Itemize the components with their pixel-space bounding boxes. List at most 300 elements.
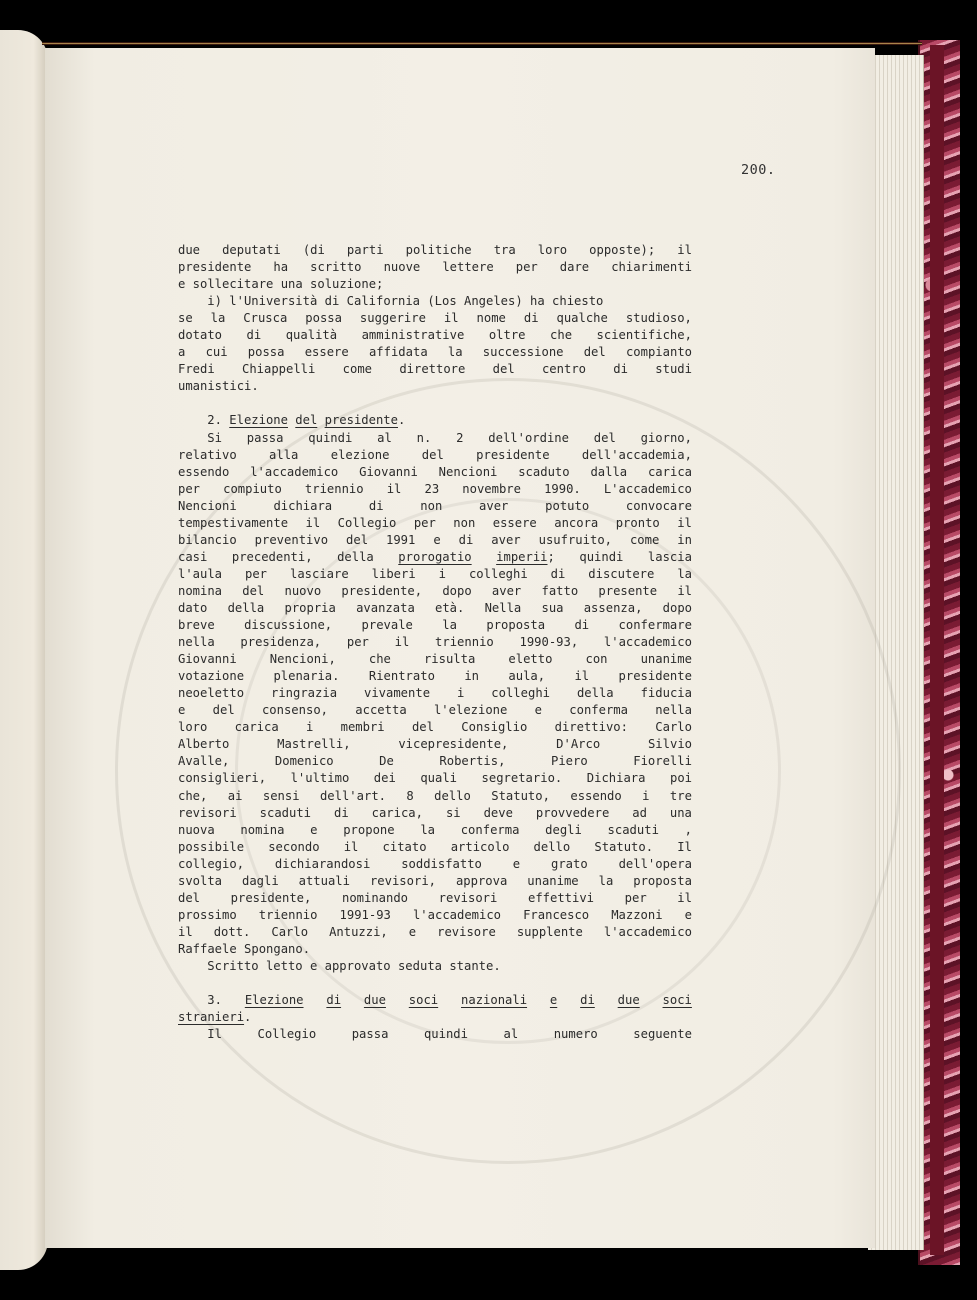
word: vicepresidente, <box>398 737 509 752</box>
word: novembre <box>462 481 521 496</box>
word: la <box>677 566 692 581</box>
word: Fredi <box>178 362 215 377</box>
word: del <box>295 413 318 428</box>
word: qualità <box>285 328 338 343</box>
word: Nencioni, <box>269 652 336 667</box>
word: e <box>310 822 318 837</box>
word: una <box>669 805 692 820</box>
word: unanime <box>640 652 692 667</box>
word: Il <box>677 839 692 854</box>
word: 2 <box>456 430 464 445</box>
word: Elezione <box>229 413 288 428</box>
word: fatto <box>541 583 579 598</box>
word: dotato <box>178 328 223 343</box>
text-line <box>178 378 692 395</box>
word: fiducia <box>640 686 692 701</box>
word: affidata <box>368 345 428 360</box>
word: compianto <box>625 345 692 360</box>
word: di <box>458 532 474 547</box>
word: scaduti <box>607 822 659 837</box>
word: tra <box>493 243 516 257</box>
word: degli <box>545 822 582 837</box>
word: l'accademico <box>603 924 692 939</box>
word: Angeles) <box>464 294 523 309</box>
word: ha <box>273 260 289 275</box>
word: non <box>453 515 476 530</box>
word: Francesco <box>523 907 590 922</box>
word: breve <box>178 618 215 633</box>
text-line <box>178 822 692 839</box>
facing-page <box>0 30 48 1270</box>
word: scritto <box>310 260 362 275</box>
word: due <box>363 993 386 1008</box>
word: 1990-93, <box>519 635 579 650</box>
word: triennio <box>258 907 318 922</box>
word: età. <box>435 600 465 615</box>
text-line <box>178 327 692 344</box>
word: pronto <box>615 515 660 530</box>
word: del <box>178 890 201 905</box>
text-line <box>178 1009 692 1026</box>
text-line <box>178 566 692 583</box>
word: 2. <box>207 413 222 428</box>
word: cui <box>205 345 228 360</box>
text-line <box>178 992 692 1009</box>
word: la <box>210 311 226 326</box>
word: 1991-93 <box>339 907 391 922</box>
word: Si <box>207 430 222 445</box>
word: elezione <box>330 447 390 462</box>
word: propone <box>343 822 395 837</box>
text-line <box>178 617 692 634</box>
word: dato <box>178 600 208 615</box>
word: se <box>178 311 193 326</box>
word: Fiorelli <box>633 754 692 769</box>
word: sollecitare <box>192 277 274 292</box>
text-line <box>178 293 692 310</box>
word: essendo <box>570 788 622 803</box>
word: accetta <box>355 703 407 718</box>
word: dalla <box>590 464 628 479</box>
word: chiarimenti <box>611 260 692 275</box>
word: della <box>337 549 374 564</box>
word: secondo <box>268 839 320 854</box>
word: Carlo <box>271 924 309 939</box>
word: dell'opera <box>618 856 692 871</box>
text-line <box>178 941 692 958</box>
word: nomina <box>178 583 223 598</box>
word: discussione, <box>244 618 333 633</box>
word: loro <box>178 720 208 735</box>
word: il <box>305 515 321 530</box>
word: e <box>178 277 186 292</box>
word: bilancio <box>178 532 237 547</box>
word: Domenico <box>274 754 334 769</box>
word: politiche <box>405 243 472 257</box>
text-line <box>178 788 692 805</box>
word: il <box>443 311 459 326</box>
word: passa <box>351 1027 389 1042</box>
word: proposta <box>633 873 692 888</box>
word: nome <box>476 311 506 326</box>
word: di <box>326 993 342 1008</box>
word: 8 <box>406 788 414 803</box>
word: l'aula <box>178 566 223 581</box>
word: compiuto <box>223 481 282 496</box>
word: del <box>421 447 444 462</box>
word: di <box>574 618 590 633</box>
text-line <box>178 719 692 736</box>
word: del <box>212 703 235 718</box>
word: e <box>178 703 186 718</box>
word: quindi <box>579 549 624 564</box>
word: soddisfatto <box>401 856 482 871</box>
word: revisori, <box>369 873 436 888</box>
word: Nella <box>484 600 522 615</box>
word: i <box>305 720 314 735</box>
word: in <box>464 669 479 684</box>
word: Silvio <box>647 737 692 752</box>
text-line <box>178 890 692 907</box>
word: Dichiara <box>586 771 646 786</box>
word: Statuto. <box>594 839 654 854</box>
word: attuali <box>298 873 350 888</box>
word: colleghi <box>491 686 550 701</box>
word: articolo <box>450 839 510 854</box>
word: (Los <box>427 294 457 309</box>
word: e <box>408 924 417 939</box>
word: i) <box>207 294 222 309</box>
word: neoeletto <box>178 686 245 701</box>
text-line <box>178 242 692 259</box>
word: 1991 <box>386 532 416 547</box>
word: di <box>333 805 349 820</box>
word: imperii; <box>496 549 555 564</box>
word: la <box>442 618 457 633</box>
word: Scritto <box>207 958 259 973</box>
word: il <box>574 669 590 684</box>
word: del <box>583 345 606 360</box>
word: suggerire <box>359 311 426 326</box>
word: direttore <box>399 362 466 377</box>
word: e <box>433 532 441 547</box>
word: ancora <box>554 515 599 530</box>
word: presidente, <box>230 890 312 905</box>
word: e <box>512 856 521 871</box>
word: di <box>246 328 262 343</box>
word: qualche <box>556 311 608 326</box>
word: e <box>309 958 318 973</box>
word: direttivo: <box>554 720 628 735</box>
text-line <box>178 583 692 600</box>
text-line <box>178 668 692 685</box>
text-line <box>178 924 692 941</box>
word: nuovo <box>284 583 322 598</box>
word: Alberto <box>178 737 230 752</box>
gilt-edge <box>42 43 922 44</box>
word: Avalle, <box>178 754 230 769</box>
word: 1990. <box>544 481 581 496</box>
word: tempestivamente <box>178 515 289 530</box>
text-line <box>178 549 692 566</box>
word: revisore <box>437 924 496 939</box>
word: chiesto <box>552 294 604 309</box>
word: l'accademico <box>603 635 692 650</box>
text-line <box>178 276 692 293</box>
word: 3. <box>207 993 222 1008</box>
word: Robertis, <box>439 754 506 769</box>
word: collegio, <box>178 856 245 871</box>
word: presidente <box>618 669 692 684</box>
text-line <box>178 481 692 498</box>
word: aver <box>491 583 522 598</box>
word: i <box>642 788 650 803</box>
text-line <box>178 1026 692 1043</box>
word: di <box>580 993 595 1008</box>
word: nominando <box>341 890 409 905</box>
word: per <box>624 890 647 905</box>
word: Carlo <box>655 720 692 735</box>
word: dichiarandosi <box>274 856 371 871</box>
word: liberi <box>371 566 416 581</box>
word: Mazzoni <box>611 907 663 922</box>
word: e <box>549 993 558 1008</box>
word: unanime <box>527 873 579 888</box>
word: i <box>457 686 465 701</box>
word: alla <box>269 447 299 462</box>
word: studioso, <box>625 311 692 326</box>
word: presidenza, <box>240 635 322 650</box>
word: risulta <box>423 652 476 667</box>
word: Mastrelli, <box>277 737 351 752</box>
word: Nencioni <box>438 464 498 479</box>
word: Rientrato <box>368 669 435 684</box>
word: loro <box>537 243 568 257</box>
word: avanzata <box>356 600 415 615</box>
word: umanistici. <box>178 379 259 394</box>
text-line <box>178 395 692 412</box>
word: prorogatio <box>398 549 472 564</box>
text-line <box>178 515 692 532</box>
word: possa <box>247 345 285 360</box>
word: dell'ordine <box>488 430 569 445</box>
word: membri <box>340 720 385 735</box>
text-line <box>178 805 692 822</box>
word: California <box>346 294 421 309</box>
word: il <box>677 890 692 905</box>
word: possibile <box>178 839 245 854</box>
word: segretario. <box>481 771 563 786</box>
text-line <box>178 430 692 447</box>
text-line <box>178 702 692 719</box>
word: ha <box>530 294 545 309</box>
text-line <box>178 907 692 924</box>
word: Collegio <box>337 515 397 530</box>
word: per <box>515 260 538 275</box>
word: dello <box>434 788 471 803</box>
text-line <box>178 770 692 787</box>
word: e <box>684 907 692 922</box>
word: Raffaele <box>178 941 237 956</box>
word: precedenti, <box>231 549 313 564</box>
word: relativo <box>178 447 237 462</box>
word: ai <box>227 788 243 803</box>
word: al <box>503 1027 519 1042</box>
word: dare <box>559 260 590 275</box>
word: triennio <box>435 635 494 650</box>
word: numero <box>553 1027 598 1042</box>
word: , <box>684 822 692 837</box>
word: assenza, <box>583 600 643 615</box>
word: colleghi <box>468 566 528 581</box>
word: L'accademico <box>603 481 692 496</box>
word: Chiappelli <box>241 362 316 377</box>
word: Giovanni <box>359 464 418 479</box>
word: eletto <box>508 652 553 667</box>
word: dagli <box>241 873 279 888</box>
word: i <box>438 566 446 581</box>
text-line <box>178 634 692 651</box>
word: consenso, <box>261 703 328 718</box>
word: Giovanni <box>178 652 237 667</box>
word: una <box>280 277 303 292</box>
word: il <box>677 583 692 598</box>
word: di <box>523 311 539 326</box>
word: non <box>420 498 443 513</box>
word: successione <box>482 345 564 360</box>
text-line <box>178 736 692 753</box>
word: presidente <box>178 260 252 275</box>
word: (di <box>302 243 325 257</box>
word: D'Arco <box>556 737 601 752</box>
word: l'elezione <box>433 703 508 718</box>
text-line <box>178 361 692 378</box>
word: due <box>617 993 640 1008</box>
word: l'accademico <box>412 907 502 922</box>
text-line <box>178 753 692 770</box>
word: poi <box>669 771 692 786</box>
word: soci <box>662 993 692 1008</box>
word: soci <box>408 993 439 1008</box>
word: il <box>343 839 359 854</box>
word: giorno, <box>640 430 692 445</box>
word: la <box>447 345 463 360</box>
word: scaduti <box>259 805 312 820</box>
cover-board <box>930 45 944 1255</box>
word: Elezione <box>244 993 304 1008</box>
word: del <box>242 583 265 598</box>
text-line <box>178 856 692 873</box>
word: nazionali <box>461 993 528 1008</box>
word: consiglieri, <box>178 771 267 786</box>
word: dello <box>533 839 571 854</box>
word: quindi <box>423 1027 468 1042</box>
text-line <box>178 685 692 702</box>
word: che <box>550 328 573 343</box>
word: dichiara <box>273 498 333 513</box>
word: presidente <box>476 447 550 462</box>
word: potuto <box>545 498 590 513</box>
word: conferma <box>569 703 628 718</box>
word: al <box>377 430 392 445</box>
word: svolta <box>178 873 223 888</box>
word: il <box>677 515 692 530</box>
text-line <box>178 310 692 327</box>
word: seduta <box>397 958 442 973</box>
word: nomina <box>240 822 285 837</box>
page-number: 200. <box>741 162 776 178</box>
word: centro <box>541 362 586 377</box>
word: stante. <box>449 958 501 973</box>
typewritten-minutes <box>178 242 692 1043</box>
word: carica <box>234 720 279 735</box>
word: revisori <box>438 890 498 905</box>
word: revisori <box>178 805 237 820</box>
word: per <box>346 635 369 650</box>
word: ad <box>632 805 647 820</box>
word: Piero <box>551 754 588 769</box>
word: si <box>445 805 461 820</box>
word: confermare <box>618 618 692 633</box>
word: studi <box>655 362 692 377</box>
word: Statuto, <box>491 788 550 803</box>
word: l'accademico <box>250 464 339 479</box>
word: seguente <box>633 1027 692 1042</box>
word: che <box>368 652 391 667</box>
word: quali <box>420 771 458 786</box>
word: passa <box>246 430 284 445</box>
word: tre <box>669 788 692 803</box>
word: del <box>346 532 369 547</box>
word: parti <box>346 243 384 257</box>
word: 23 <box>424 481 440 496</box>
word: De <box>379 754 394 769</box>
word: lasciare <box>289 566 349 581</box>
word: prevale <box>361 618 413 633</box>
word: l'Università <box>229 294 318 309</box>
word: oltre <box>488 328 526 343</box>
word: di <box>324 294 340 309</box>
text-line <box>178 839 692 856</box>
word: possa <box>305 311 342 326</box>
word: Spongano. <box>244 941 311 956</box>
word: discutere <box>588 566 655 581</box>
word: il <box>394 635 410 650</box>
word: propria <box>284 600 336 615</box>
word: soluzione; <box>310 277 384 292</box>
word: n. <box>416 430 432 445</box>
word: presente <box>598 583 658 598</box>
word: scientifiche, <box>596 328 692 343</box>
text-line <box>178 532 692 549</box>
word: effettivi <box>527 890 595 905</box>
word: grato <box>551 856 588 871</box>
word: per <box>245 566 268 581</box>
word: plenaria. <box>273 669 340 684</box>
word: aver <box>479 498 509 513</box>
word: l'ultimo <box>290 771 350 786</box>
word: provvedere <box>535 805 610 820</box>
word: approvato <box>324 958 391 973</box>
word: approva <box>455 873 508 888</box>
word: presidente. <box>324 413 406 428</box>
word: aula, <box>508 669 546 684</box>
word: scaduto <box>518 464 570 479</box>
word: il <box>386 481 402 496</box>
word: preventivo <box>254 532 329 547</box>
word: dopo <box>662 600 692 615</box>
text-line <box>178 259 692 276</box>
